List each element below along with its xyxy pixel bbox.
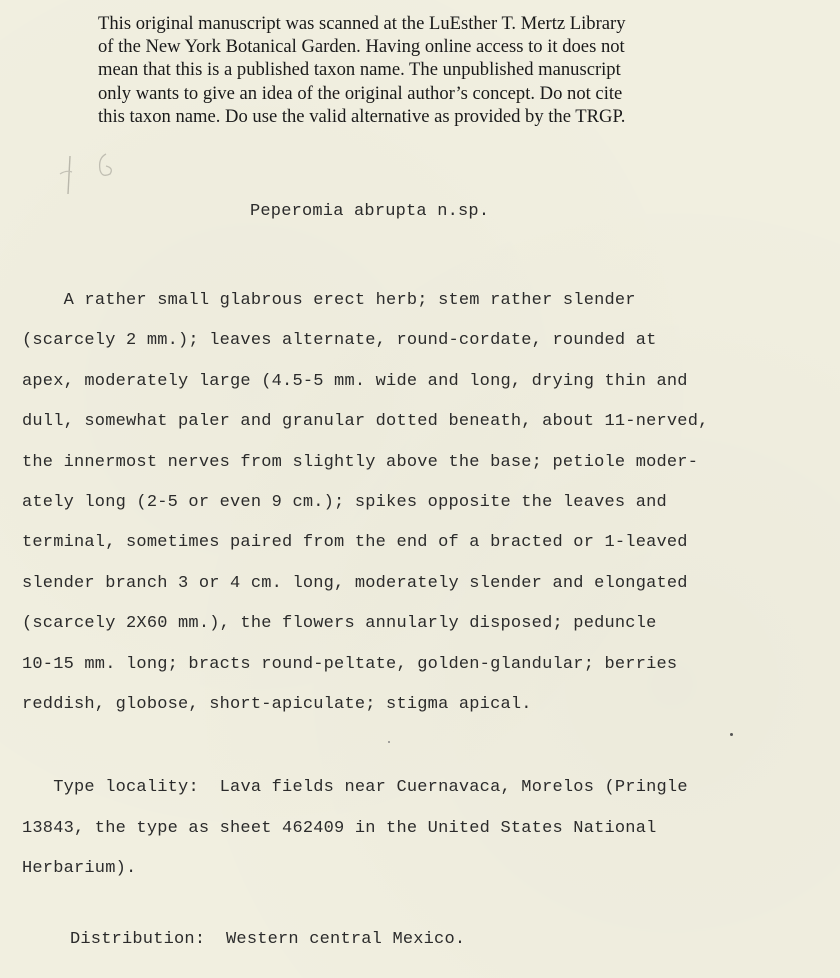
disclaimer-notice: This original manuscript was scanned at the LuEsther T. Mertz Library of the New York Botanical Garden. Having online access to it does not mean that this is a published taxon name. The unpublished manuscript only wants to give an idea of the original author’s concept. Do not cite this taxon name. Do use the valid alternative as provided by the TRGP. bbox=[98, 13, 626, 127]
paper-speck bbox=[730, 733, 733, 736]
type-locality: Type locality: Lava fields near Cuernavaca, Morelos (Pringle 13843, the type as sheet 462409 in the United States National Herbarium). bbox=[22, 778, 688, 878]
distribution: Distribution: Western central Mexico. bbox=[70, 930, 466, 949]
pencil-annotation bbox=[56, 150, 126, 200]
species-title: Peperomia abrupta n.sp. bbox=[250, 202, 490, 221]
species-description: A rather small glabrous erect herb; stem rather slender (scarcely 2 mm.); leaves alternate, round-cordate, rounded at apex, moderately large (4.5-5 mm. wide and long, drying thin and dull, somewhat paler and granular dotted beneath, about 11-nerved, the innermost nerves from slightly above the base; petiole moder- ately long (2-5 or even 9 cm.); spikes opposite the leaves and terminal, sometimes paired from the end of a bracted or 1-leaved slender branch 3 or 4 cm. long, moderately slender and elongated (scarcely 2X60 mm.), the flowers annularly disposed; peduncle 10-15 mm. long; bracts round-peltate, golden-glandular; berries reddish, globose, short-apiculate; stigma apical. bbox=[22, 291, 709, 715]
paper-speck bbox=[388, 741, 390, 743]
